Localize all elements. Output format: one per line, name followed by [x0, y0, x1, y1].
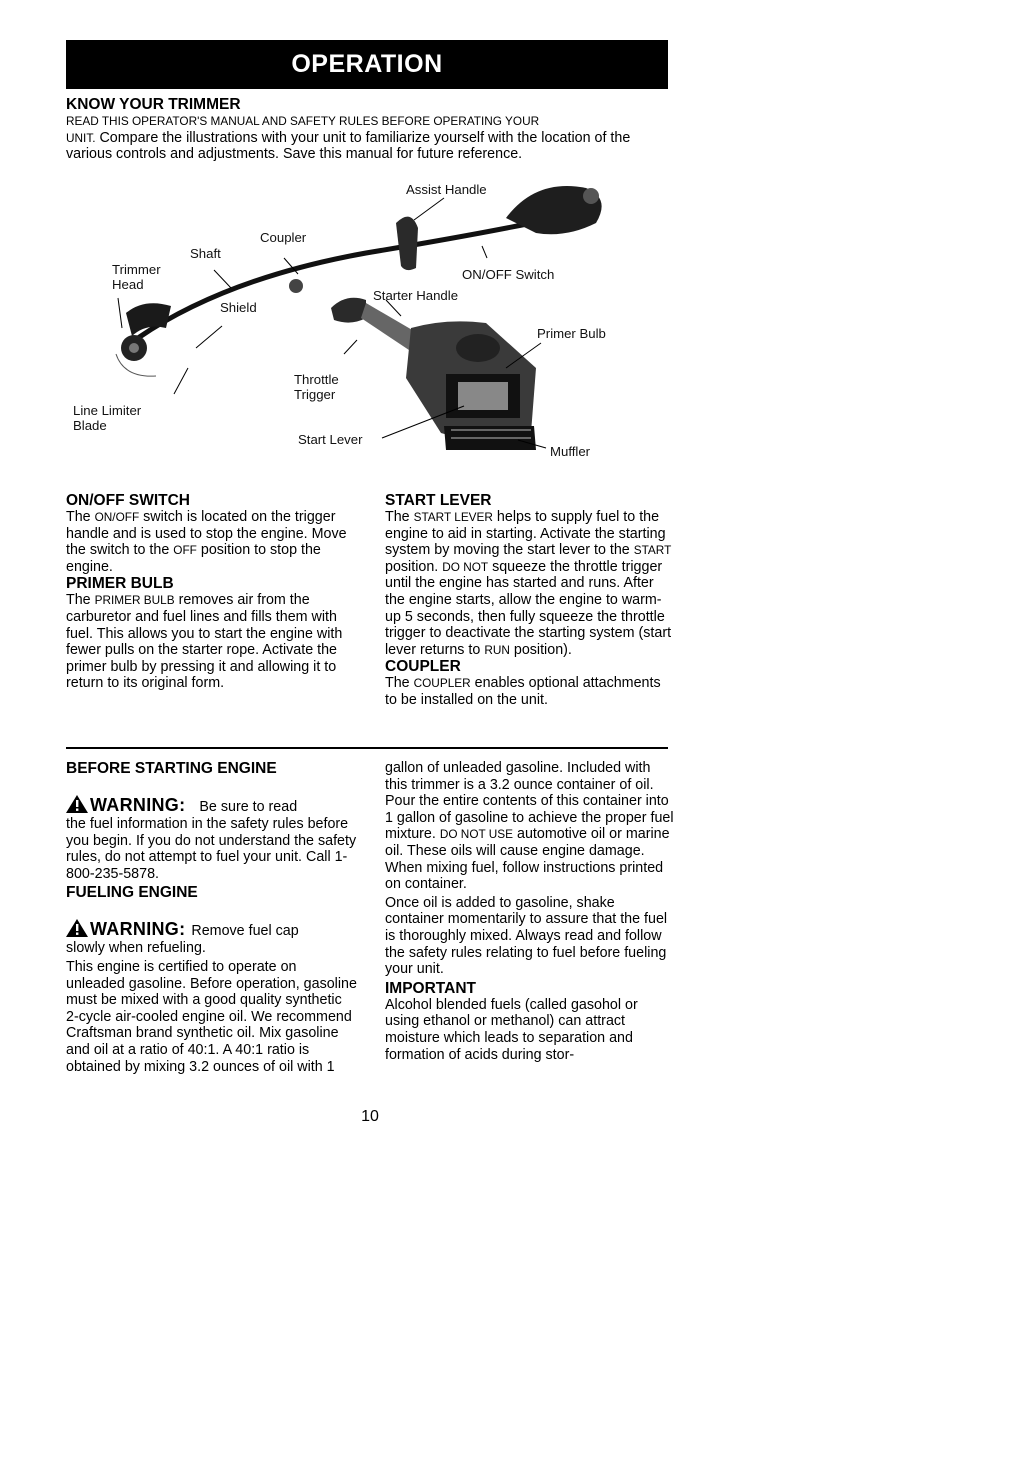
warning-text: Remove fuel cap [191, 923, 299, 940]
know-heading: KNOW YOUR TRIMMER [66, 96, 241, 113]
trimmer-diagram [66, 178, 676, 480]
coupler-paragraph [385, 675, 675, 708]
start-caps-1: START LEVER [413, 510, 493, 524]
start-caps-4: RUN [484, 642, 510, 657]
label-starter-handle: Starter Handle [373, 288, 459, 303]
warning-icon [66, 795, 88, 813]
know-caps-unit: UNIT. [66, 130, 96, 145]
label-trimmer-head-1: Trimmer [112, 262, 161, 277]
start-caps-2: START [633, 543, 672, 558]
primer-caps-1: PRIMER BULB [94, 593, 175, 608]
start-text-4: squeeze the throttle trigger until the engine has started and runs. After the engine starts, allow the engine to warm-up 5 seconds, then fully squeeze the throttle trigger to deactivate the starting system (start lever returns to [385, 558, 672, 658]
shake-paragraph: Once oil is added to gasoline, shake container momentarily to assure that the fuel is thoroughly mixed. Always read and follow the safety rules relating to fuel before fueling your unit. [385, 894, 668, 978]
before-paragraph: the fuel information in the safety rules before you begin. If you do not understand the safety rules, do not attempt to fuel your unit. Call 1-800-235-5878. [66, 816, 357, 882]
know-your-trimmer-section [66, 96, 676, 163]
coupler-caps-1: COUPLER [413, 676, 471, 691]
coupler-shape [289, 279, 303, 293]
label-throttle-1: Throttle [294, 372, 339, 387]
coupler-heading: COUPLER [385, 658, 461, 676]
label-coupler: Coupler [260, 230, 307, 245]
onoff-caps-2: OFF [173, 543, 197, 558]
right-column-upper [385, 492, 675, 709]
fuel-mix-text-2: automotive oil or marine oil. These oils will cause engine damage. When mixing fuel, follow instructions printed on container. [385, 826, 670, 893]
know-paragraph [66, 113, 676, 163]
fueling-heading: FUELING ENGINE [66, 884, 198, 902]
label-line-limiter-2: Blade [73, 418, 107, 433]
label-onoff-switch: ON/OFF Switch [462, 267, 555, 282]
label-shaft: Shaft [190, 246, 221, 261]
important-paragraph: Alcohol blended fuels (called gasohol or using ethanol or methanol) can attract moisture which leads to separation and formation of acids during stor- [385, 996, 638, 1063]
warning-label: WARNING: [90, 795, 186, 815]
label-throttle-2: Trigger [294, 387, 336, 402]
start-text-1: The [385, 509, 414, 525]
assist-handle-shape [396, 217, 418, 271]
start-text-2: helps to supply fuel to the engine to aid in starting. Activate the starting system by moving the start lever to the [385, 509, 666, 559]
starter-handle-shape [331, 298, 366, 323]
primer-heading: PRIMER BULB [66, 575, 174, 593]
fuel-mix-paragraph [385, 760, 675, 893]
start-text-5: position). [509, 641, 572, 658]
label-trimmer-head-2: Head [112, 277, 144, 292]
section-banner [66, 40, 668, 89]
coupler-text-1: The [385, 675, 414, 692]
onoff-heading: ON/OFF SWITCH [66, 492, 190, 509]
coupler-text-2: enables optional attachments to be installed on the unit. [385, 675, 661, 708]
label-shield: Shield [220, 300, 257, 315]
start-text-3: position. [385, 558, 443, 575]
warning-label: WARNING: [90, 919, 186, 940]
section-divider [66, 747, 668, 749]
label-start-lever: Start Lever [298, 432, 363, 447]
onoff-paragraph [66, 509, 358, 575]
right-column-lower [385, 760, 675, 1063]
onoff-text-3: position to stop the engine. [66, 542, 321, 575]
fueling-paragraph: This engine is certified to operate on unleaded gasoline. Before operation, gasoline must be mixed with a good quality synthetic 2-cycle air-cooled engine oil. We recommend Craftsman brand synthetic oil. Mix gasoline and oil at a ratio of 40:1. A 40:1 ratio is obtained by mixing 3.2 ounces of oil with 1 [66, 958, 357, 1075]
label-muffler: Muffler [550, 444, 591, 459]
onoff-text-1: The [66, 509, 95, 525]
warning-icon [66, 919, 88, 937]
before-heading: BEFORE STARTING ENGINE [66, 760, 277, 777]
start-caps-3: DO NOT [442, 559, 489, 574]
onoff-text-2: switch is located on the trigger handle and is used to stop the engine. Move the switch to the [66, 509, 347, 559]
know-body: Compare the illustrations with your unit to familiarize yourself with the location of the various controls and adjustments. Save this manual for future reference. [66, 129, 631, 163]
important-heading: IMPORTANT [385, 979, 476, 997]
before-warning [66, 793, 358, 816]
primer-paragraph [66, 592, 358, 692]
label-assist-handle: Assist Handle [406, 182, 487, 197]
page-number: 10 [361, 1108, 379, 1125]
start-lever-paragraph [385, 509, 675, 658]
start-lever-heading: START LEVER [385, 492, 492, 509]
left-column-upper [66, 492, 358, 692]
onoff-caps-1: ON/OFF [94, 510, 140, 524]
know-caps-line: READ THIS OPERATOR'S MANUAL AND SAFETY RULES BEFORE OPERATING YOUR [66, 114, 540, 128]
primer-text-2: removes air from the carburetor and fuel lines and fills them with fuel. This allows you to start the engine with fewer pulls on the starter rope. Activate the primer bulb by pressing it and allowing it to return to its original form. [66, 592, 343, 692]
fueling-warning [66, 917, 358, 940]
label-primer-bulb: Primer Bulb [537, 326, 606, 341]
fuel-cap-shape [456, 334, 500, 362]
left-column-lower [66, 760, 358, 1075]
label-line-limiter-1: Line Limiter [73, 403, 142, 418]
primer-text-1: The [66, 592, 95, 609]
fueling-warning-body: slowly when refueling. [66, 940, 206, 957]
fuel-mix-text-1: gallon of unleaded gasoline. Included with this trimmer is a 3.2 ounce container of oil. Pour the entire contents of this container into 1 gallon of gasoline to achieve the proper fuel mixture. [385, 760, 674, 843]
warning-text: Be sure to read [199, 799, 298, 815]
section-title: OPERATION [291, 50, 443, 78]
fuel-mix-caps: DO NOT USE [439, 827, 514, 842]
